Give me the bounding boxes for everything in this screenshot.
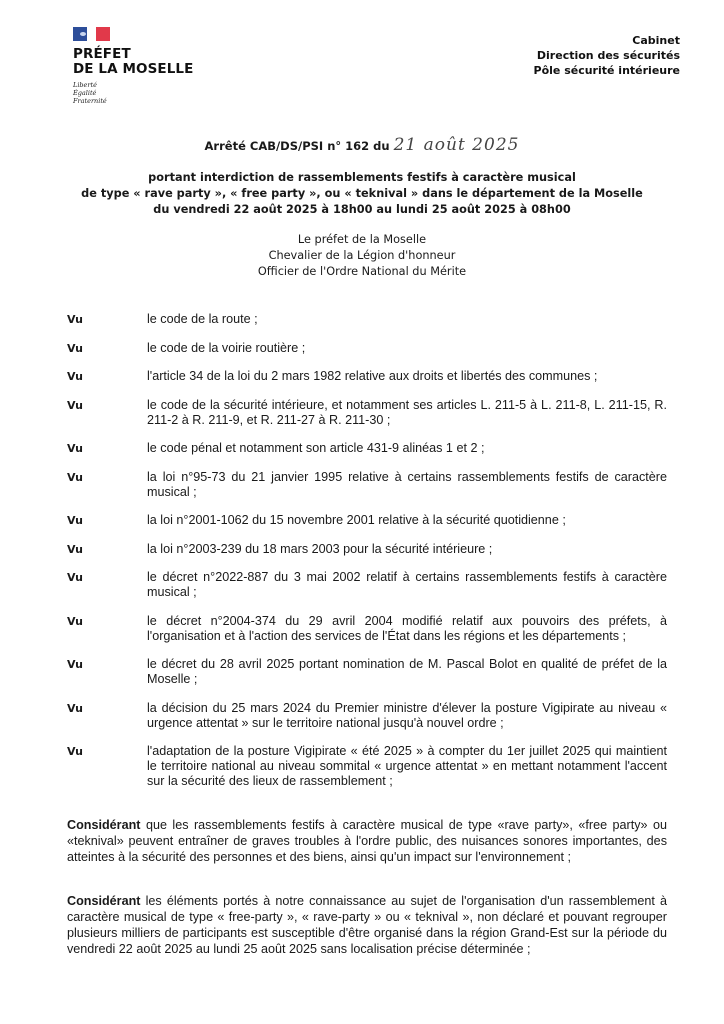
subject-line: de type « rave party », « free party », ou « teknival » dans le département de la Moselle xyxy=(81,187,643,200)
vu-item xyxy=(67,441,667,456)
vu-item xyxy=(67,341,667,356)
arrete-subject xyxy=(0,170,724,218)
considerant-paragraph xyxy=(67,817,667,865)
vu-text: le code pénal et notamment son article 431-9 alinéas 1 et 2 ; xyxy=(147,441,485,455)
arrete-handwritten-date: 21 août 2025 xyxy=(393,135,520,155)
vu-text: la loi n°2001-1062 du 15 novembre 2001 relative à la sécurité quotidienne ; xyxy=(147,513,566,527)
vu-label: Vu xyxy=(67,398,83,412)
issuing-service xyxy=(534,33,680,78)
vu-item xyxy=(67,657,667,687)
vu-list xyxy=(67,312,667,803)
vu-text: le code de la route ; xyxy=(147,312,258,326)
service-cabinet: Cabinet xyxy=(632,34,680,47)
considerant-label: Considérant xyxy=(67,894,141,908)
vu-label: Vu xyxy=(67,745,83,758)
marianne-flag-icon xyxy=(73,27,111,43)
vu-label: Vu xyxy=(67,614,83,628)
prefecture-name-line1: PRÉFET xyxy=(73,46,131,62)
subject-line: portant interdiction de rassemblements festifs à caractère musical xyxy=(148,171,576,184)
considerant-paragraph xyxy=(67,893,667,957)
vu-item xyxy=(67,312,667,327)
vu-text: le décret n°2022-887 du 3 mai 2002 relatif à certains rassemblements festifs à caractère musical ; xyxy=(147,570,667,599)
vu-text: le code de la voirie routière ; xyxy=(147,340,306,355)
flag-blue-band xyxy=(73,27,87,41)
vu-item xyxy=(67,470,667,500)
service-pole: Pôle sécurité intérieure xyxy=(533,64,680,77)
prefet-quality-line: Le préfet de la Moselle xyxy=(297,233,427,246)
service-direction: Direction des sécurités xyxy=(536,49,680,62)
vu-text: l'article 34 de la loi du 2 mars 1982 relative aux droits et libertés des communes ; xyxy=(147,369,598,383)
vu-label: Vu xyxy=(67,370,83,383)
vu-text: le décret n°2004-374 du 29 avril 2004 modifié relatif aux pouvoirs des préfets, à l'organisation et à l'action des services de l'État dans les régions et les départements ; xyxy=(147,613,667,643)
vu-text: la loi n°95-73 du 21 janvier 1995 relative à certains rassemblements festifs de caractère musical ; xyxy=(147,469,667,499)
vu-item xyxy=(67,542,667,557)
vu-label: Vu xyxy=(67,542,83,556)
considerant-label: Considérant xyxy=(67,818,141,832)
vu-item xyxy=(67,369,667,384)
prefet-quality-line: Officier de l'Ordre National du Mérite xyxy=(257,265,467,278)
vu-label: Vu xyxy=(67,442,83,455)
vu-text: le décret du 28 avril 2025 portant nomination de M. Pascal Bolot en qualité de préfet de la Moselle ; xyxy=(147,657,667,686)
vu-item xyxy=(67,570,667,600)
vu-item xyxy=(67,513,667,528)
motto-fraternite: Fraternité xyxy=(73,97,107,105)
prefecture-logo xyxy=(73,27,193,105)
vu-label: Vu xyxy=(67,470,83,484)
prefet-qualities xyxy=(0,232,724,280)
subject-line: du vendredi 22 août 2025 à 18h00 au lundi 25 août 2025 à 08h00 xyxy=(153,203,571,216)
vu-text: l'adaptation de la posture Vigipirate « été 2025 » à compter du 1er juillet 2025 qui maintient le territoire national au niveau sommital « urgence attentat » en mettant notamment l'accent sur la sécurité des lieux de rassemblement ; xyxy=(147,744,667,788)
vu-text: le code de la sécurité intérieure, et notamment ses articles L. 211-5 à L. 211-8, L. 211-15, R. 211-2 à R. 211-9, et R. 211-27 à R. 211-30 ; xyxy=(147,397,667,427)
vu-label: Vu xyxy=(67,313,83,326)
arrete-reference: Arrêté CAB/DS/PSI n° 162 du xyxy=(204,139,390,153)
vu-item xyxy=(67,398,667,428)
vu-label: Vu xyxy=(67,571,83,584)
prefecture-name-line2: DE LA MOSELLE xyxy=(73,61,194,77)
vu-label: Vu xyxy=(67,341,83,355)
vu-item xyxy=(67,744,667,789)
vu-text: la loi n°2003-239 du 18 mars 2003 pour la sécurité intérieure ; xyxy=(147,541,493,556)
prefet-quality-line: Chevalier de la Légion d'honneur xyxy=(268,249,456,262)
prefecture-name xyxy=(73,47,193,77)
vu-item xyxy=(67,701,667,731)
arrete-title xyxy=(0,135,724,155)
motto-egalite: Égalité xyxy=(73,89,97,97)
republic-motto xyxy=(73,81,193,105)
vu-text: la décision du 25 mars 2024 du Premier ministre d'élever la posture Vigipirate au niveau « urgence attentat » sur le territoire national jusqu'à nouvel ordre ; xyxy=(147,700,667,730)
vu-label: Vu xyxy=(67,514,83,527)
vu-item xyxy=(67,614,667,644)
vu-label: Vu xyxy=(67,658,83,671)
motto-liberte: Liberté xyxy=(73,81,97,89)
considerant-text: que les rassemblements festifs à caractère musical de type «rave party», «free party» ou «teknival» peuvent entraîner de graves troubles à l'ordre public, des nuisances sonores importantes, des atteintes à la sécurité des personnes et des biens, ainsi qu'un impact sur l'environnement ; xyxy=(67,818,667,864)
flag-red-band xyxy=(96,27,110,41)
considerant-text: les éléments portés à notre connaissance au sujet de l'organisation d'un rassemblement à caractère musical de type « free-party », « rave-party » ou « teknival », non déclaré et pouvant regrouper plusieurs milliers de participants est susceptible d'être organisé dans la région Grand-Est sur la période du vendredi 22 août 2025 au lundi 25 août 2025 sans localisation précise déterminée ; xyxy=(67,894,668,956)
vu-label: Vu xyxy=(67,701,83,715)
